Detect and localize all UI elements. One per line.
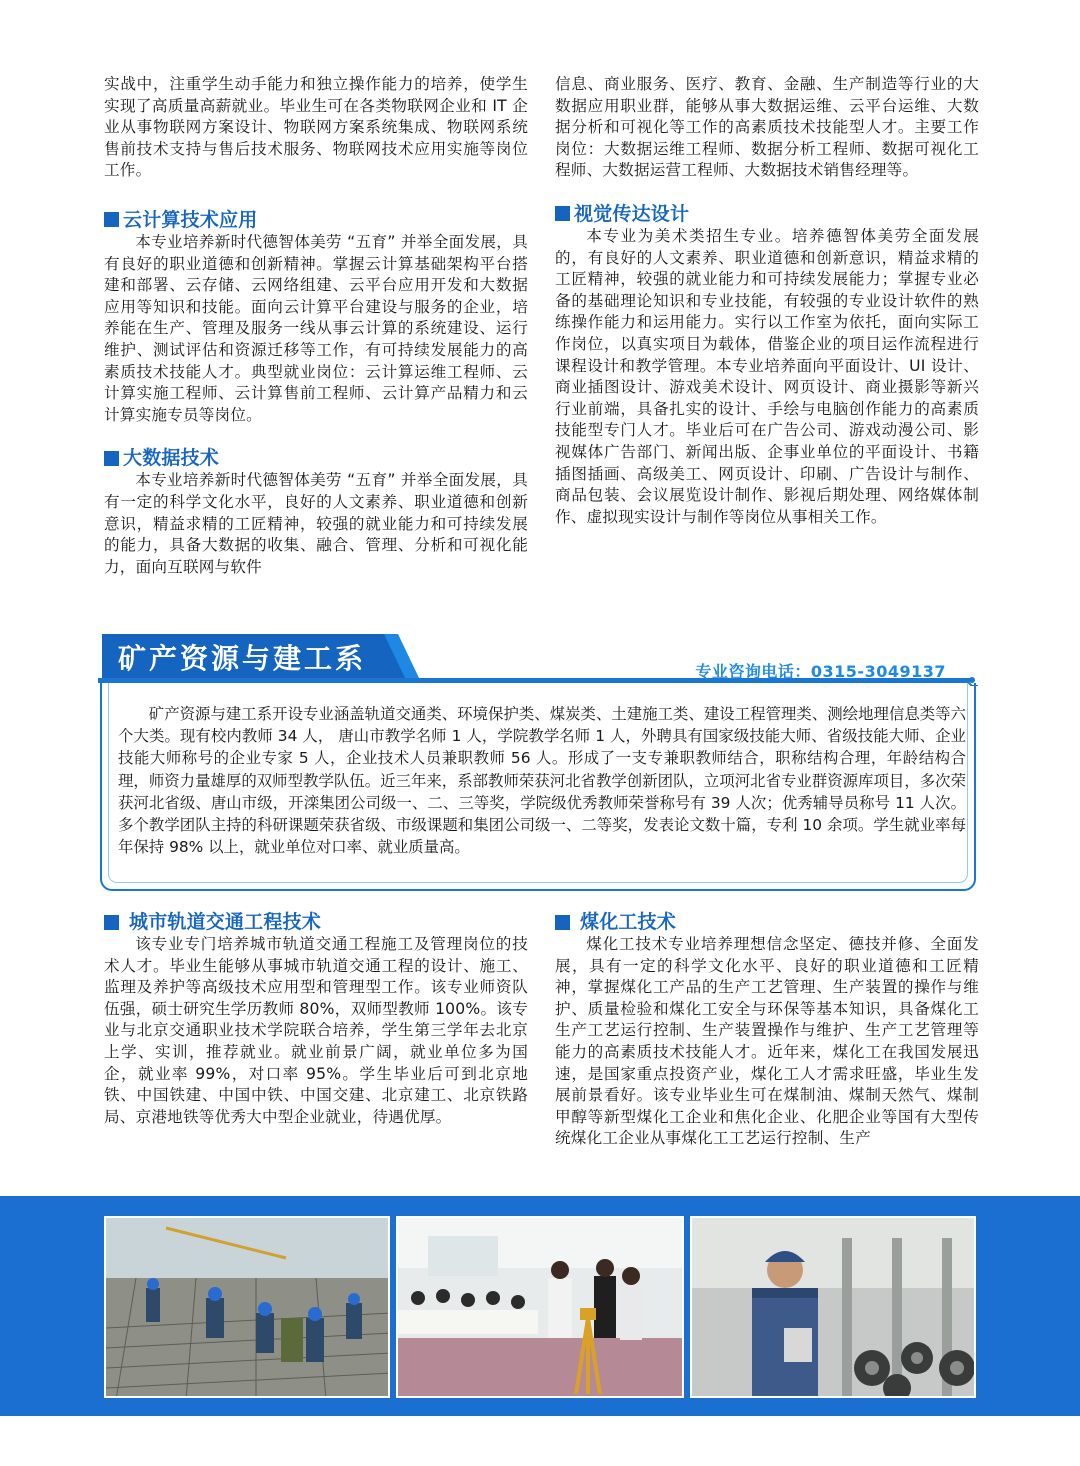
- photo-industrial-worker: [690, 1216, 976, 1398]
- square-bullet-icon: [555, 206, 570, 221]
- section-title-bigdata: [104, 446, 528, 470]
- section-title-text: 大数据技术: [123, 447, 220, 470]
- left-column: [104, 74, 528, 578]
- square-bullet-icon: [555, 915, 570, 930]
- section-title-cloud: [104, 208, 528, 232]
- square-bullet-icon: [104, 451, 119, 466]
- consult-phone: 专业咨询电话：0315-3049137: [695, 662, 946, 681]
- right-column: [555, 74, 979, 528]
- section-body-bigdata: 本专业培养新时代德智体美劳 “五育” 并举全面发展，具有一定的科学文化水平，良好的人文素养、职业道德和创新意识，精益求精的工匠精神，较强的就业能力和可持续发展的能力，具备大数据的收集、融合、管理、分析和可视化能力，面向互联网与软件: [104, 471, 528, 576]
- department-intro-text: 矿产资源与建工系开设专业涵盖轨道交通类、环境保护类、煤炭类、土建施工类、建设工程管理类、测绘地理信息类等六个大类。现有校内教师 34 人， 唐山市教学名师 1 人，学院教学名师 1 人，外聘具有国家级技能大师、省级技能大师、企业技能大师称号的企业专家 5 人，企业技术人员兼职教师 56 人。形成了一支专兼职教师结合，职称结构合理，年龄结构合理，师资力量雄厚的双师型教学队伍。近三年来，系部教师荣获河北省教学创新团队，立项河北省专业群资源库项目，多次荣获河北省级、唐山市级，开滦集团公司级一、二、三等奖，学院级优秀教师荣誉称号有 39 人次；优秀辅导员称号 11 人次。多个教学团队主持的科研课题荣获省级、市级课题和集团公司级一、二等奖，发表论文数十篇，专利 10 余项。学生就业率每年保持 98% 以上，就业单位对口率、就业质量高。: [118, 705, 966, 857]
- photo-construction-site: [104, 1216, 390, 1398]
- square-bullet-icon: [104, 212, 119, 227]
- section-title-text: 城市轨道交通工程技术: [129, 911, 322, 933]
- department-title: 矿产资源与建工系: [118, 642, 367, 675]
- construction-photo-illustration: [106, 1218, 390, 1398]
- section-body-rail: 该专业专门培养城市轨道交通工程施工及管理岗位的技术人才。毕业生能够从事城市轨道交通工程的设计、施工、监理及养护等高级技术应用型和管理型工作。该专业师资队伍强，硕士研究生学历教师 80%，双师型教师 100%。该专业与北京交通职业技术学院联合培养，学生第三学年去北京上学、实训，推荐就业。就业前景广阔，就业单位多为国企，就业率 99%，对口率 95%。学生毕业后可到北京地铁、中国铁建、中国中铁、中国交建、北京建工、北京铁路局、京港地铁等优秀大中型企业就业，待遇优厚。: [104, 935, 528, 1126]
- department-banner: [98, 634, 978, 684]
- square-bullet-icon: [104, 915, 119, 930]
- bottom-left-column: [104, 900, 528, 1128]
- industrial-photo-illustration: [692, 1218, 976, 1398]
- section-title-coal-chem: [555, 910, 979, 934]
- section-title-text: 煤化工技术: [580, 911, 677, 933]
- photo-classroom-survey: [396, 1216, 684, 1398]
- right-intro-paragraph: 信息、商业服务、医疗、教育、金融、生产制造等行业的大数据应用职业群，能够从事大数据运维、云平台运维、大数据分析和可视化等工作的高素质技术技能型人才。主要工作岗位：大数据运维工程师、数据分析工程师、数据可视化工程师、大数据运营工程师、大数据技术销售经理等。: [555, 75, 979, 180]
- section-title-text: 视觉传达设计: [574, 202, 690, 225]
- section-title-rail: [104, 910, 528, 934]
- bottom-right-column: [555, 900, 979, 1150]
- section-title-visual-design: [555, 202, 979, 226]
- section-body-visual-design: 本专业为美术类招生专业。培养德智体美劳全面发展的，有良好的人文素养、职业道德和创新意识，精益求精的工匠精神，较强的就业能力和可持续发展能力；掌握专业必备的基础理论知识和专业技能，有较强的专业设计软件的熟练操作能力和运用能力。实行以工作室为依托，面向实际工作岗位，以真实项目为载体，借鉴企业的项目运作流程进行课程设计和教学管理。本专业培养面向平面设计、UI 设计、商业插图设计、游戏美术设计、网页设计、商业摄影等新兴行业前端，具备扎实的设计、手绘与电脑创作能力的高素质技能型专门人才。毕业后可在广告公司、游戏动漫公司、影视媒体广告部门、新闻出版、企事业单位的平面设计、书籍插图插画、高级美工、网页设计、印刷、广告设计与制作、商品包装、会议展览设计制作、影视后期处理、网络媒体制作、虚拟现实设计与制作等岗位从事相关工作。: [555, 226, 979, 526]
- left-intro-paragraph: 实战中，注重学生动手能力和独立操作能力的培养，使学生实现了高质量高薪就业。毕业生可在各类物联网企业和 IT 企业从事物联网方案设计、物联网方案系统集成、物联网系统售前技术支持与售后技术服务、物联网技术应用实施等岗位工作。: [104, 75, 528, 180]
- section-body-cloud: 本专业培养新时代德智体美劳 “五育” 并举全面发展，具有良好的职业道德和创新精神。掌握云计算基础架构平台搭建和部署、云存储、云网络组建、云平台应用开发和大数据应用等知识和技能。面向云计算平台建设与服务的企业，培养能在生产、管理及服务一线从事云计算的系统建设、运行维护、测试评估和资源迁移等工作，有可持续发展能力的高素质技术技能人才。典型就业岗位：云计算运维工程师、云计算实施工程师、云计算售前工程师、云计算产品精力和云计算实施专员等岗位。: [104, 232, 528, 424]
- section-title-text: 云计算技术应用: [123, 208, 258, 231]
- classroom-photo-illustration: [398, 1218, 684, 1398]
- section-body-coal-chem: 煤化工技术专业培养理想信念坚定、德技并修、全面发展，具有一定的科学文化水平、良好的职业道德和工匠精神，掌握煤化工产品的生产工艺管理、生产装置的操作与维护、质量检验和煤化工安全与环保等基本知识，具备煤化工生产工艺运行控制、生产装置操作与维护、生产工艺管理等能力的高素质技术技能人才。近年来，煤化工在我国发展迅速，是国家重点投资产业，煤化工人才需求旺盛，毕业生发展前景看好。该专业毕业生可在煤制油、煤制天然气、煤制甲醇等新型煤化工企业和焦化企业、化肥企业等国有大型传统煤化工企业从事煤化工工艺运行控制、生产: [555, 935, 979, 1148]
